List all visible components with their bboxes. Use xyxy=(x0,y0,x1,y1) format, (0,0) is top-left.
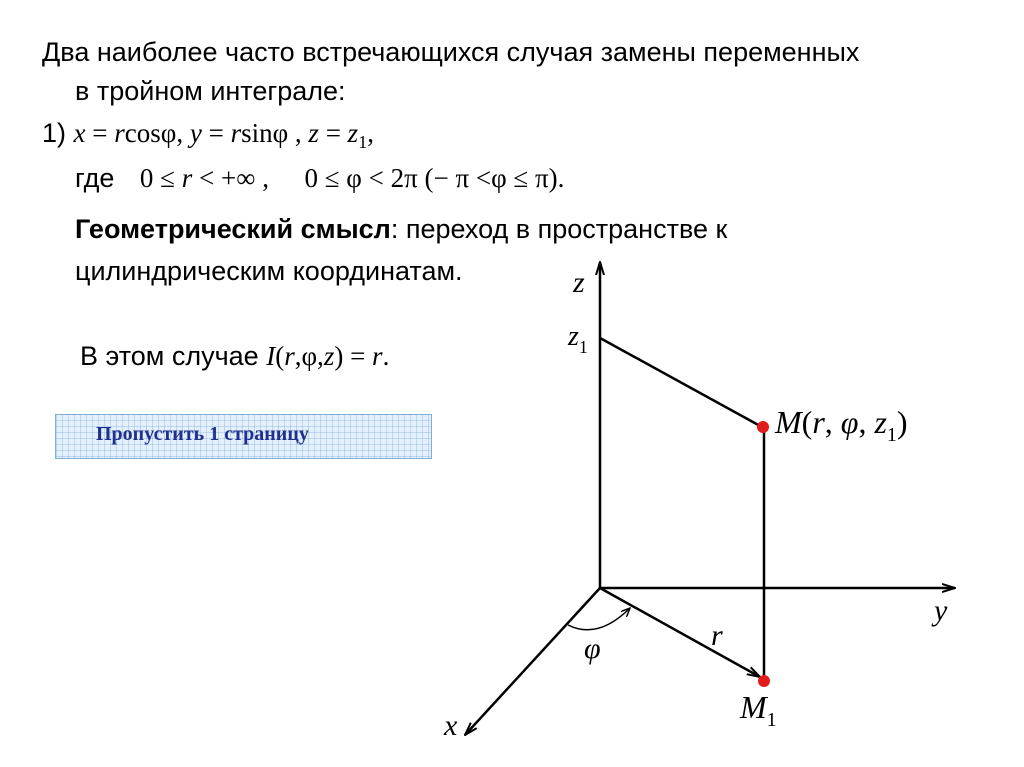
point-M-label: M(r, φ, $z_1$) xyxy=(775,404,908,446)
phi-label: φ xyxy=(584,632,601,665)
r-label: r xyxy=(711,619,723,652)
skip-page-label: Пропустить 1 страницу xyxy=(96,423,309,445)
r-range: 0 ≤ r < +∞ , xyxy=(139,163,269,193)
axis-y-label: y xyxy=(934,594,948,627)
geometric-text: : переход в пространстве к xyxy=(390,214,728,244)
z1-to-M-line xyxy=(600,338,762,427)
axis-z-label: z xyxy=(573,266,585,299)
case-number: 1) xyxy=(42,118,67,148)
intro-text-2: в тройном интеграле: xyxy=(75,76,346,106)
intro-text-1: Два наиболее часто встречающихся случая замены переменных xyxy=(42,37,860,67)
where-label: где xyxy=(75,163,115,193)
axis-x-label: x xyxy=(444,709,458,742)
geometric-text-2: цилиндрическим координатам. xyxy=(75,256,463,286)
phi-range: 0 ≤ φ < 2π (− π <φ ≤ π). xyxy=(304,163,565,193)
jacobian-formula: I(r,φ,z) = r. xyxy=(266,341,390,371)
case1-equations: x = rcosφ, y = rsinφ , $z = z_1$, xyxy=(73,118,374,152)
x-axis xyxy=(465,588,600,735)
z1-label: $z_1$ xyxy=(568,321,588,357)
r-vector xyxy=(600,588,760,677)
geometric-label: Геометрический смысл xyxy=(75,214,391,244)
point-M1-label: $M_1$ xyxy=(740,689,777,731)
point-M1 xyxy=(758,675,770,687)
point-M xyxy=(757,421,769,433)
jacobian-prefix: В этом случае xyxy=(80,341,267,371)
